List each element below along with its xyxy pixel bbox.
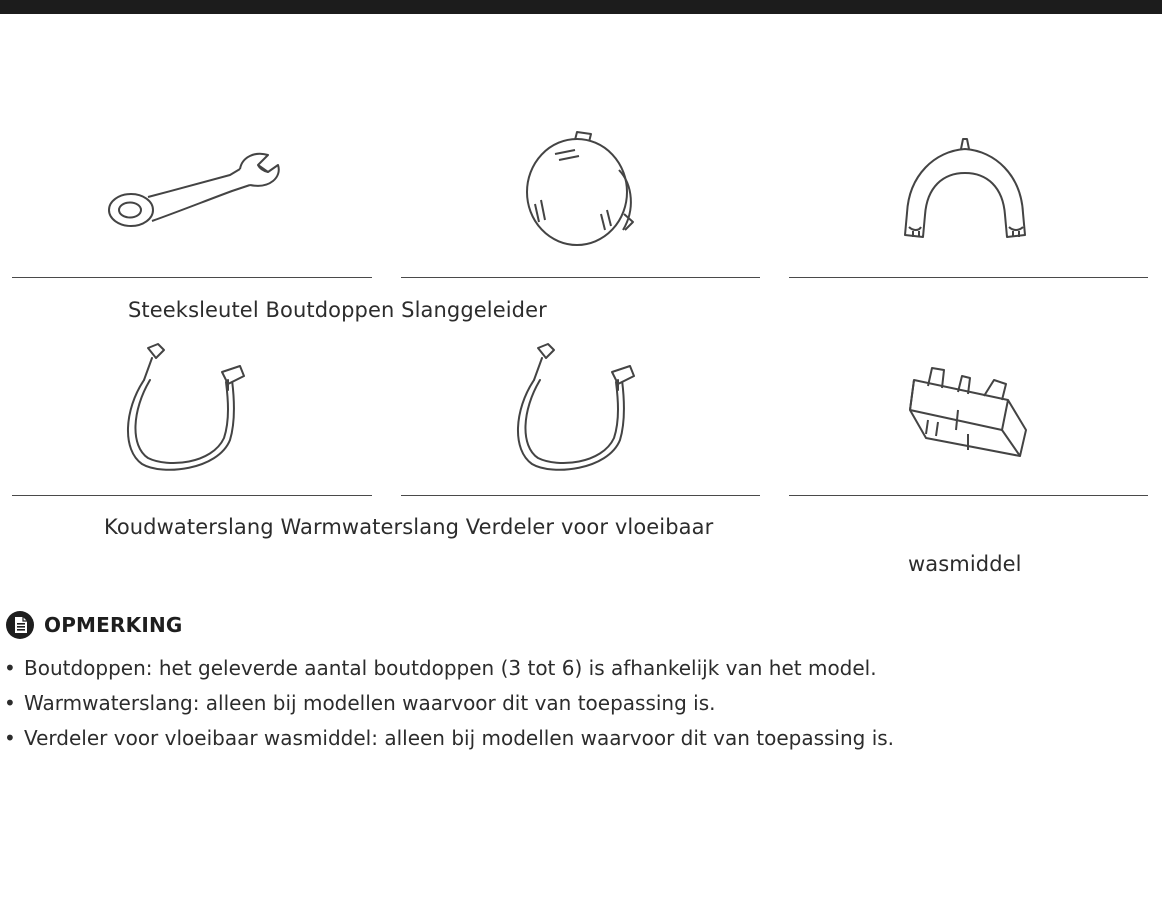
row2-caption-continuation: wasmiddel [908,552,1022,576]
note-list [4,651,894,756]
divider-line [12,495,372,496]
bullet: • [4,726,16,750]
divider-line [401,495,760,496]
note-title: OPMERKING [44,613,183,637]
note-document-icon [6,611,34,639]
divider-line [789,277,1148,278]
list-item [4,651,894,686]
bullet: • [4,656,16,680]
list-item-text: Verdeler voor vloeibaar wasmiddel: alleen bij modellen waarvoor dit van toepassing is. [24,726,895,750]
list-item-text: Boutdoppen: het geleverde aantal boutdoppen (3 tot 6) is afhankelijk van het model. [24,656,877,680]
bolt-cap-icon [515,130,645,250]
liquid-detergent-dispenser-icon [898,350,1033,465]
list-item-text: Warmwaterslang: alleen bij modellen waarvoor dit van toepassing is. [24,691,716,715]
spanner-icon [100,145,285,235]
cold-water-hose-icon [118,340,258,480]
top-rule [0,0,1162,14]
row2-caption: Koudwaterslang Warmwaterslang Verdeler voor vloeibaar [104,515,714,539]
hot-water-hose-icon [508,340,648,480]
bullet: • [4,691,16,715]
divider-line [401,277,760,278]
note-header [6,610,183,640]
hose-guide-icon [895,135,1035,245]
row1-caption: Steeksleutel Boutdoppen Slanggeleider [128,298,547,322]
list-item [4,721,894,756]
list-item [4,686,894,721]
divider-line [12,277,372,278]
divider-line [789,495,1148,496]
